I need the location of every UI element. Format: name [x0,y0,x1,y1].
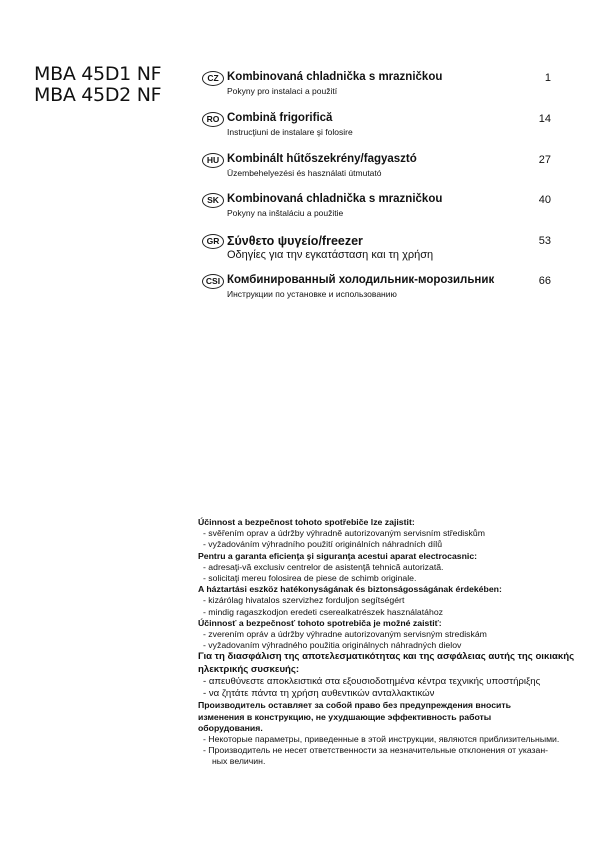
language-subtitle-ro: Instrucţiuni de instalare şi folosire [227,127,353,137]
language-page-csi: 66 [538,275,551,287]
language-subtitle-cz: Pokyny pro instalaci a použití [227,86,338,96]
note-item: - mindig ragaszkodjon eredeti cserealkatrészek használatához [203,606,444,617]
language-title-hu: Kombinált hűtőszekrény/fagyasztó [227,153,417,165]
note-heading-sk: Účinnosť a bezpečnosť tohoto spotrebiča je možné zaistiť: [198,617,442,628]
note-item: - kizárólag hivatalos szervizhez forduljon segítségért [203,595,405,606]
note-item: - svěřením oprav a údržby výhradně autorizovaným servisním střediskům [203,528,485,539]
language-badge-gr: GR [202,234,224,249]
language-page-hu: 27 [538,154,551,166]
model-name-2: MBA 45D2 NF [34,84,162,106]
note-item: - adresaţi-vă exclusiv centrelor de asistenţă tehnică autorizată. [203,561,444,572]
language-page-sk: 40 [538,194,551,206]
note-item: - solicitaţi mereu folosirea de piese de schimb originale. [203,573,417,584]
safety-notes [198,517,578,768]
note-item: - απευθύνεστε αποκλειστικά στα εξουσιοδοτημένα κέντρα τεχνικής υποστήριξης [203,676,541,688]
language-badge-ro: RO [202,112,224,127]
note-item: - Производитель не несет ответственности за незначительные отклонения от указан- [203,745,549,756]
language-title-sk: Kombinovaná chladnička s mrazničkou [227,193,443,205]
note-heading-cz: Účinnost a bezpečnost tohoto spotřebiče lze zajistit: [198,517,415,527]
model-names [34,64,161,106]
note-item: - να ζητάτε πάντα τη χρήση αυθεντικών ανταλλακτικών [203,688,435,700]
note-item: ных величин. [212,756,266,767]
language-page-ro: 14 [538,113,551,125]
language-badge-hu: HU [202,153,224,168]
language-page-cz: 1 [544,72,551,84]
language-subtitle-csi: Инструкции по установке и использованию [227,289,397,299]
language-title-ro: Combină frigorifică [227,112,333,124]
language-badge-cz: CZ [202,71,224,86]
language-title-gr: Σύνθετο ψυγείο/freezer [227,234,363,248]
language-title-csi: Комбинированный холодильник-морозильник [227,274,495,286]
note-heading-hu: A háztartási eszköz hatékonyságának és biztonságosságának érdekében: [198,584,502,595]
language-subtitle-sk: Pokyny na inštaláciu a použitie [227,208,344,218]
language-badge-csi: CSI [202,274,224,289]
note-heading-ro: Pentru a garanta eficienţa şi siguranţa acestui aparat electrocasnic: [198,550,478,561]
note-item: - vyžadováním výhradního použití originálních náhradních dílů [203,539,443,550]
note-item: - Некоторые параметры, приведенные в этой инструкции, являются приблизительными. [203,734,560,745]
note-item: - zverením opráv a údržby výhradne autorizovaným servisným strediskám [203,629,487,640]
language-subtitle-gr: Οδηγίες για την εγκατάσταση και τη χρήση [227,249,434,261]
note-heading-gr: Για τη διασφάλιση της αποτελεσματικότητας και της ασφάλειας αυτής της οικιακής ηλεκτρικής συσκευής: [198,651,575,675]
language-title-cz: Kombinovaná chladnička s mrazničkou [227,71,443,83]
note-heading-ru: Производитель оставляет за собой право без предупреждения вносить изменения в конструкцию, не ухудшающие эффективность работы оборудования. [198,700,511,733]
language-badge-sk: SK [202,193,224,208]
language-subtitle-hu: Üzembehelyezési és használati útmutató [227,168,382,178]
note-item: - vyžadovaním výhradného použitia originálnych náhradných dielov [203,640,462,651]
model-name-1: MBA 45D1 NF [34,63,162,85]
language-page-gr: 53 [538,235,551,247]
